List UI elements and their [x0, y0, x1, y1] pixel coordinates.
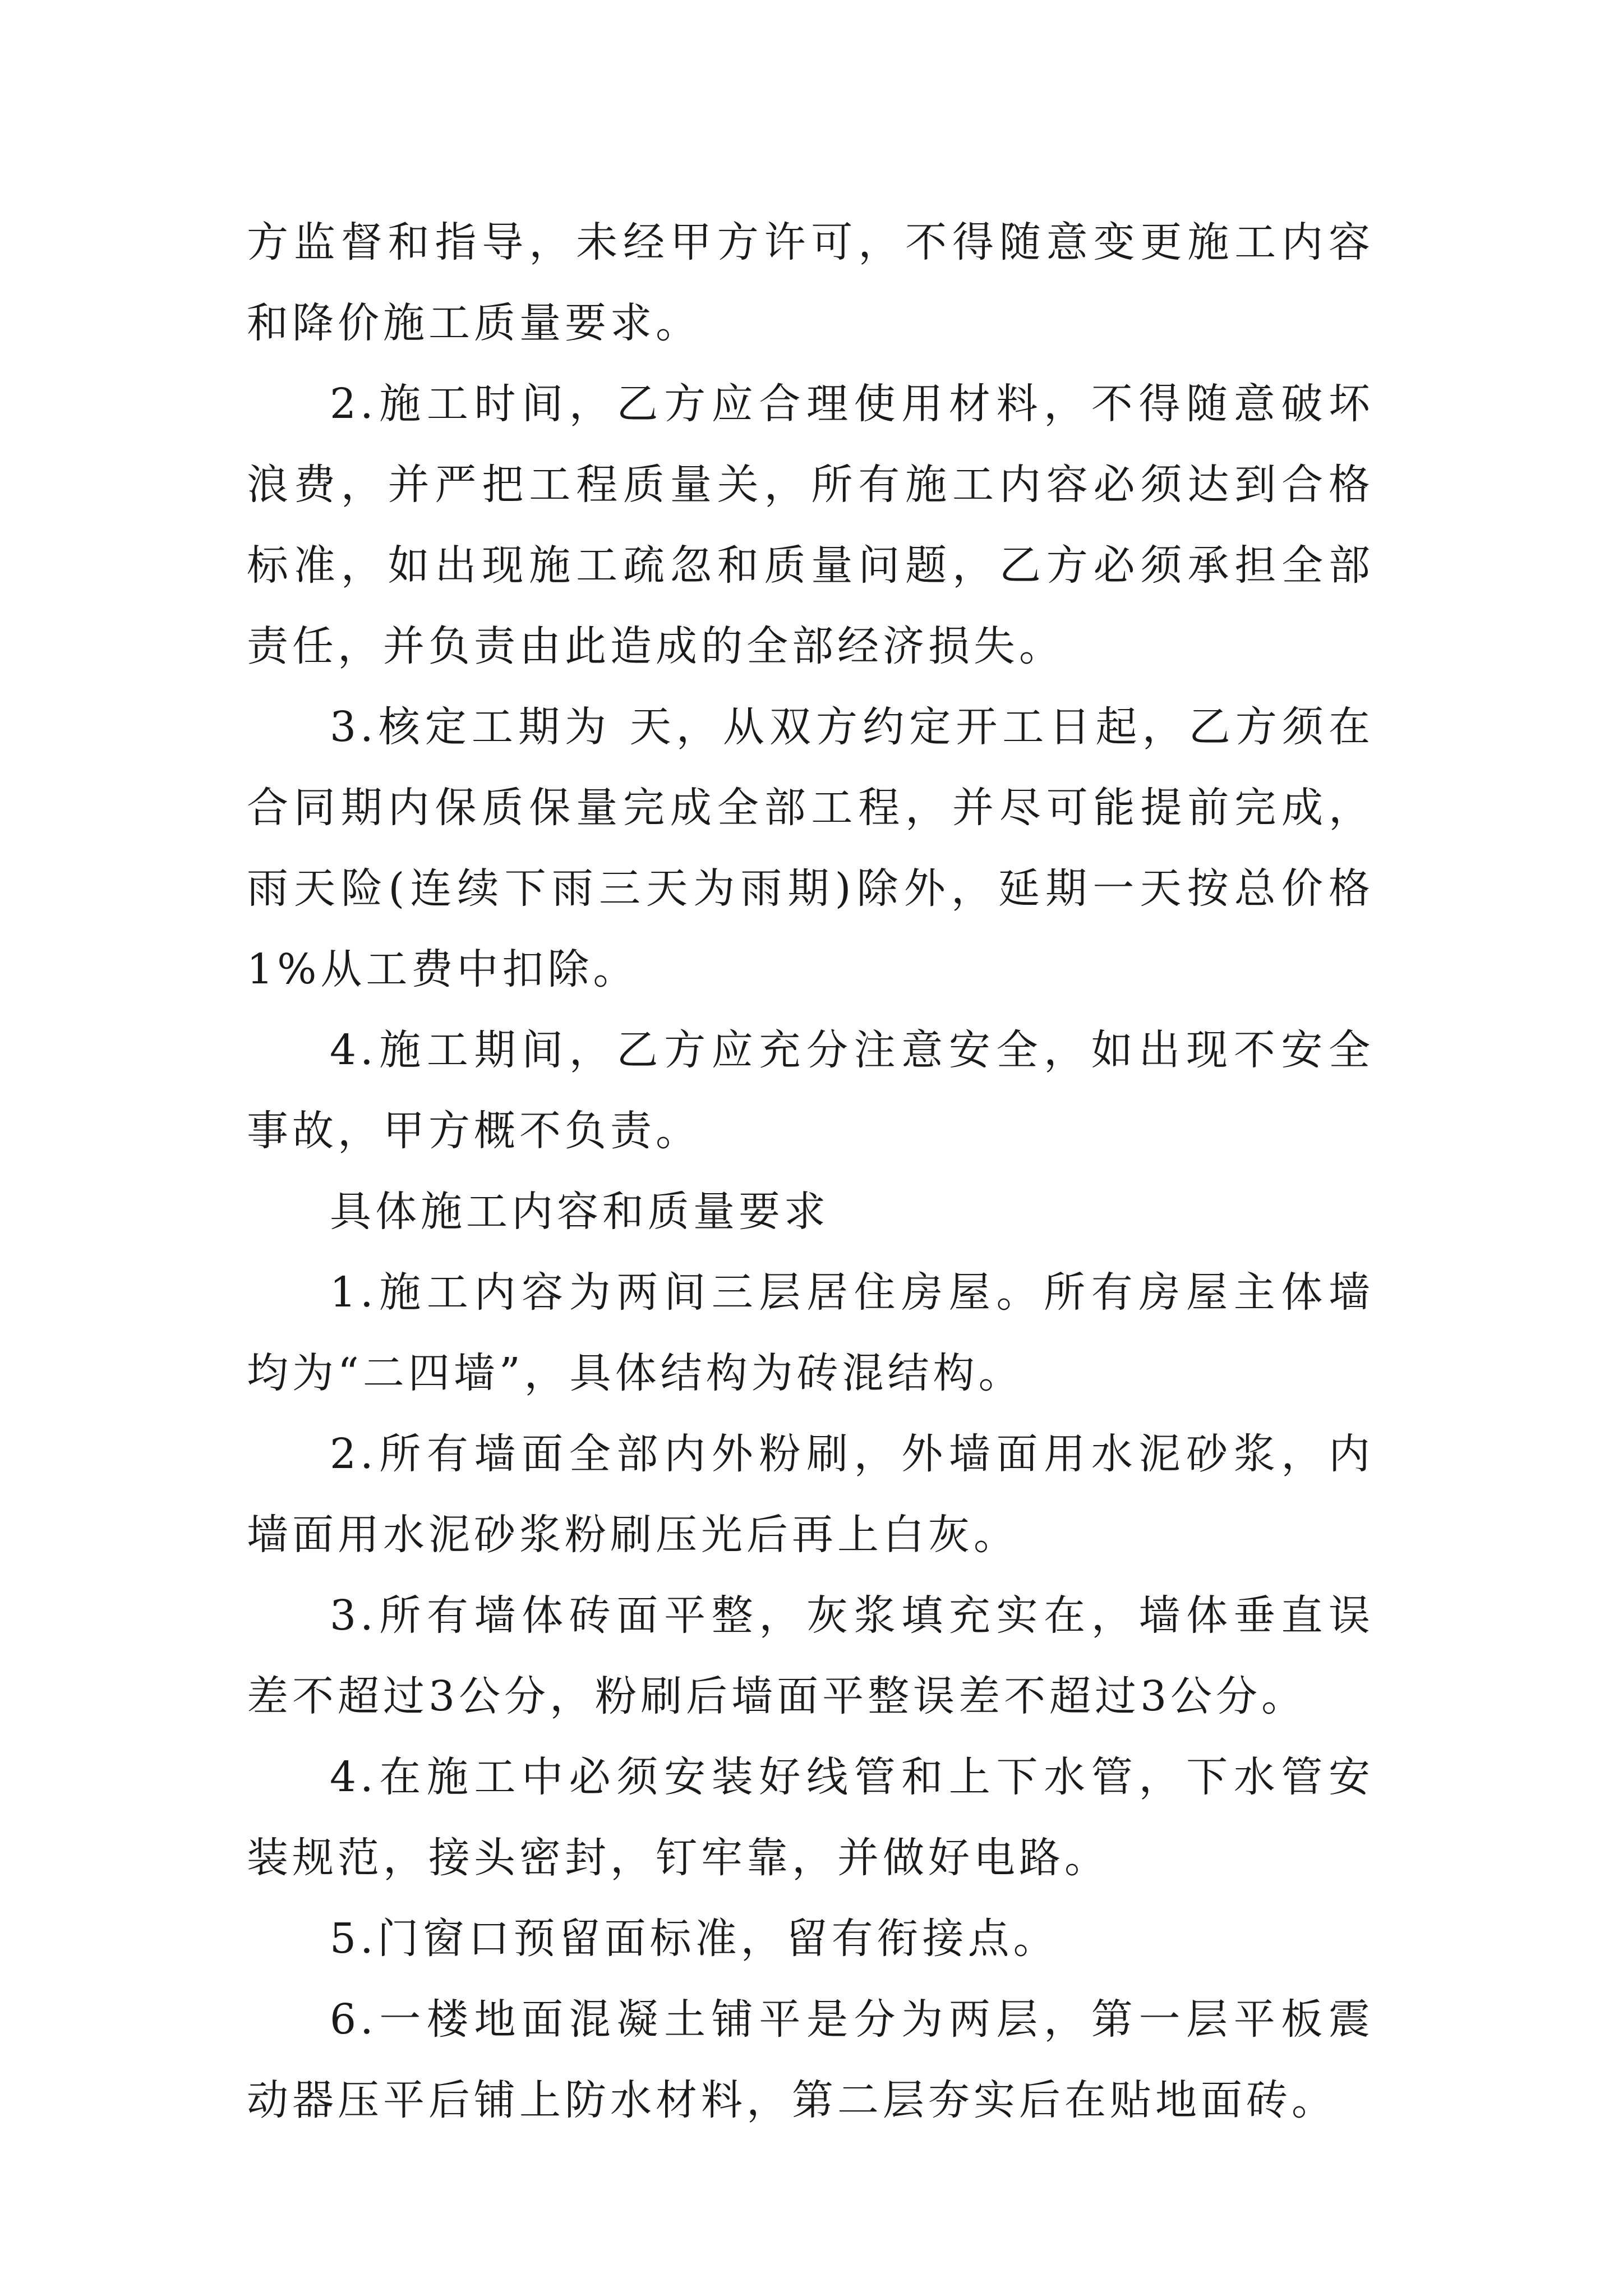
paragraph-item-pipes: 4.在施工中必须安装好线管和上下水管，下水管安装规范，接头密封，钉牢靠，并做好电路。: [247, 1753, 1374, 1882]
paragraph-item-safety: 4.施工期间，乙方应充分注意安全，如出现不安全事故，甲方概不负责。: [247, 1026, 1374, 1155]
section-heading: 具体施工内容和质量要求: [330, 1188, 829, 1236]
paragraph-item-schedule: 3.核定工期为 天，从双方约定开工日起，乙方须在合同期内保质保量完成全部工程，并尽可能提前完成，雨天险(连续下雨三天为雨期)除外，延期一天按总价格1%从工费中扣除。: [247, 703, 1374, 993]
paragraph-continuation: 方监督和指导，未经甲方许可，不得随意变更施工内容和降价施工质量要求。: [247, 218, 1374, 347]
paragraph-item-content: 1.施工内容为两间三层居住房屋。所有房屋主体墙均为“二四墙”，具体结构为砖混结构。: [247, 1268, 1374, 1397]
paragraph-item-plastering: 2.所有墙面全部内外粉刷，外墙面用水泥砂浆，内墙面用水泥砂浆粉刷压光后再上白灰。: [247, 1430, 1374, 1559]
document-body: [247, 202, 1374, 2141]
paragraph-item-wall-flatness: 3.所有墙体砖面平整，灰浆填充实在，墙体垂直误差不超过3公分，粉刷后墙面平整误差不超过3公分。: [247, 1591, 1374, 1720]
paragraph-item-floor: 6.一楼地面混凝土铺平是分为两层，第一层平板震动器压平后铺上防水材料，第二层夯实后在贴地面砖。: [247, 1995, 1374, 2124]
paragraph-item-openings: 5.门窗口预留面标准，留有衔接点。: [330, 1915, 1059, 1963]
paragraph-item-construction-time: 2.施工时间，乙方应合理使用材料，不得随意破坏浪费，并严把工程质量关，所有施工内容必须达到合格标准，如出现施工疏忽和质量问题，乙方必须承担全部责任，并负责由此造成的全部经济损失。: [247, 380, 1374, 670]
